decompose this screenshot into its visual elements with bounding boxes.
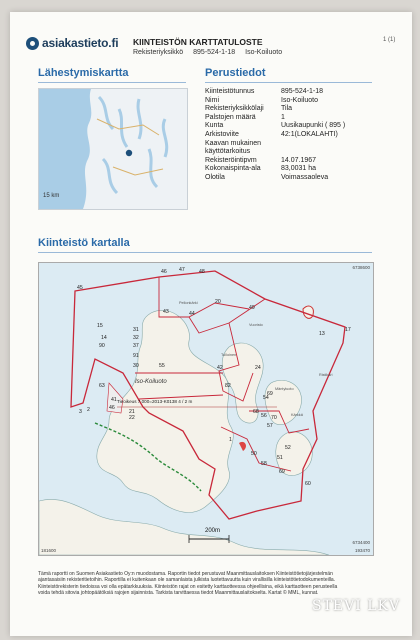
boundary-point-label: 55 [159,363,165,369]
boundary-point-label: 48 [199,269,205,275]
property-row [205,97,345,106]
boundary-point-label: 56 [261,413,267,419]
boundary-point-label: 43 [163,309,169,315]
boundary-point-label: 31 [133,327,139,333]
agency-watermark: STEVI LKV [312,598,401,614]
boundary-point-label: 49 [249,305,255,311]
property-row [205,122,345,131]
map-heading: Kiinteistö kartalla [38,237,130,249]
boundary-point-label: 46 [161,269,167,275]
map-small-place-label: Pellonkärki [179,301,198,305]
property-row [205,105,345,114]
property-key: Kunta [205,122,224,130]
overview-rule [38,82,186,83]
boundary-point-label: 17 [345,327,351,333]
property-row [205,165,345,174]
property-key: Arkistoviite [205,130,239,138]
property-key: Kaavan mukainen [205,139,262,147]
boundary-point-label: 57 [267,423,273,429]
boundary-point-label: 58 [261,461,267,467]
map-coord-bottom-right-x: 193470 [354,548,370,553]
property-key: Rekisteriyksikkölaji [205,105,264,113]
property-row [205,148,345,157]
basic-info-heading: Perustiedot [205,67,266,79]
property-row [205,88,345,97]
boundary-point-label: 45 [77,285,83,291]
property-key: Palstojen määrä [205,113,256,121]
property-key: Rekisteröintipvm [205,156,257,164]
property-row [205,131,345,140]
boundary-point-label: 70 [271,415,277,421]
basic-info-rule [205,82,372,83]
boundary-point-label: 69 [279,469,285,475]
document-subtitle [133,49,290,56]
map-coord-bottom-y: 6734400 [352,540,370,545]
property-value: 83,0031 ha [281,165,317,173]
property-key: Kokonaispinta-ala [205,165,261,173]
property-key: käyttötarkoitus [205,148,251,156]
property-value: Iso-Koiluoto [281,96,318,104]
boundary-point-label: 32 [133,335,139,341]
boundary-point-label: 44 [189,311,195,317]
register-unit-label: Rekisteriyksikkö [133,49,184,56]
map-small-place-label: Kärkkä [291,413,303,417]
property-value: 42:1(LOKALAHTI) [281,130,338,138]
boundary-point-label: 46 [109,405,115,411]
property-map-graphic [39,263,373,555]
boundary-point-label: 13 [319,331,325,337]
boundary-point-label: 37 [133,343,139,349]
boundary-point-label: 91 [133,353,139,359]
overview-map-graphic [39,89,187,209]
map-place-label: Iso-Koiluoto [135,379,167,385]
overview-map [38,88,188,210]
boundary-point-label: 42 [217,365,223,371]
boundary-point-label: 2 [87,407,90,413]
map-small-place-label: Tulloinen [221,353,237,357]
boundary-point-label: 30 [133,363,139,369]
register-unit-value: 895-524-1-18 [193,49,236,56]
page-number: 1 (1) [383,37,396,43]
property-row [205,174,345,183]
boundary-point-label: 82 [225,383,231,389]
property-row [205,140,345,149]
brand-name: asiakastieto.fi [42,36,119,50]
brand-logo[interactable] [26,36,118,50]
property-name: Iso-Koiluoto [245,49,283,56]
property-info-table [205,88,345,183]
map-scale-label: 200m [205,528,221,534]
boundary-point-label: 68 [253,409,259,415]
map-coord-bottom-left-x: 181600 [41,548,57,553]
boundary-point-label: 20 [215,299,221,305]
property-value: Voimassaoleva [281,173,329,181]
boundary-point-label: 3 [79,409,82,415]
boundary-point-label: 24 [255,365,261,371]
property-map [38,262,374,556]
boundary-point-label: 21 [129,409,135,415]
property-row [205,114,345,123]
asiakastieto-logo-icon [26,37,39,50]
boundary-point-label: 51 [277,455,283,461]
property-key: Olotila [205,173,225,181]
property-key: Nimi [205,96,219,104]
property-value: 1 [281,113,285,121]
boundary-point-label: 47 [179,267,185,273]
property-key: Kiinteistötunnus [205,88,255,95]
boundary-point-label: 52 [285,445,291,451]
boundary-point-label: 22 [129,415,135,421]
document-title: KIINTEISTÖN KARTTATULOSTE [133,37,263,47]
boundary-point-label: 90 [99,343,105,349]
boundary-point-label: 41 [111,397,117,403]
property-location-marker [126,150,132,156]
boundary-point-label: 69 [267,391,273,397]
map-rule [38,252,372,253]
map-small-place-label: Mäntyluoto [275,387,294,391]
boundary-point-label: 60 [305,481,311,487]
overview-heading: Lähestymiskartta [38,67,129,79]
property-value: 14.07.1967 [281,156,317,164]
boundary-point-label: 50 [251,451,257,457]
property-value: Uusikaupunki ( 895 ) [281,122,346,130]
map-measure-label: Tieoikeus 7.000=2013-K0138 4 / 2 m [117,399,193,404]
boundary-point-label: 1 [229,437,232,443]
overview-scale-label: 15 km [43,193,60,199]
map-small-place-label: Ristikari [319,373,333,377]
boundary-point-label: 63 [99,383,105,389]
map-small-place-label: Vuoristo [249,323,263,327]
boundary-point-label: 15 [97,323,103,329]
boundary-point-label: 14 [101,335,107,341]
boundary-point-label: 54 [263,395,269,401]
property-value: Tila [281,105,293,113]
property-row [205,157,345,166]
disclaimer-text: Tämä raportti on Suomen Asiakastieto Oy:n muodostama. Raportin tiedot perustuvat Maanmittauslaitoksen Kiinteistötietojärjestelmän ajantasaisiin rekisteritietoihin. Raportilla ei kuitenkaan ole samanlaista julkista luotettavuutta kuin virallisilla kiinteistötietodokumenteilla. Kiinteistörekisterin tiedoissa voi olla epätarkkuuksia. Kiinteistön rajat on esitetty karttaotteessa ohjeellisina, eikä karttaotteen perusteella voida tehdä sitovia johtopäätöksiä rajojen sijainnista. Tarkista tarvittaessa tiedot Maanmittauslaitokselta. Kartat © MML, kunnat. [38,571,338,597]
map-coord-top-right: 6738600 [352,265,370,270]
property-value: 895-524-1-18 [281,88,324,95]
